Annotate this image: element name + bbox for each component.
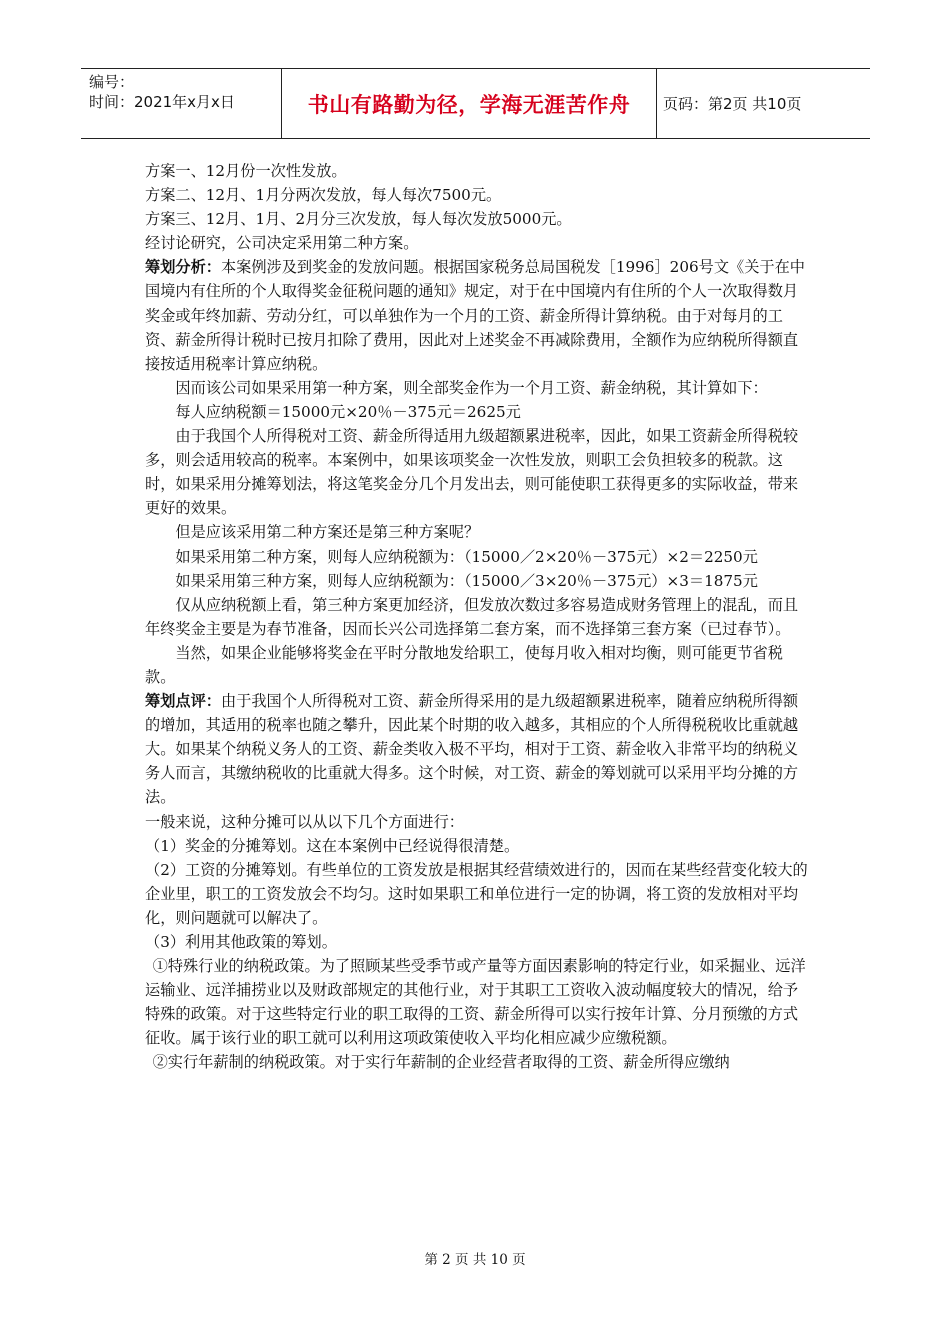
paragraph-analysis [145, 255, 810, 375]
paragraph-decision: 经讨论研究，公司决定采用第二种方案。 [145, 234, 419, 253]
paragraph-question: 但是应该采用第二种方案还是第三种方案呢？ [175, 523, 480, 542]
paragraph-plan-3: 方案三、12月、1月、2月分三次发放，每人每次发放5000元。 [145, 210, 572, 229]
paragraph-suggestion: 当然，如果企业能够将奖金在平时分散地发给职工，使每月收入相对均衡，则可能更节省税款。 [145, 643, 783, 686]
paragraph-plan1-calc-intro: 因而该公司如果采用第一种方案，则全部奖金作为一个月工资、薪金纳税，其计算如下： [175, 378, 768, 397]
time-label: 时间：2021年x月x日 [89, 93, 235, 111]
motto: 书山有路勤为径，学海无涯苦作舟 [307, 92, 631, 117]
header-motto-cell [281, 69, 657, 138]
paragraph-general: 一般来说，这种分摊可以从以下几个方面进行： [145, 812, 464, 831]
page-info: 页码：第2页 共10页 [663, 95, 802, 113]
paragraph-formula-2: 如果采用第二种方案，则每人应纳税额为：（15000／2×20％－375元）×2＝2250元 [175, 547, 758, 566]
paragraph-formula-3: 如果采用第三种方案，则每人应纳税额为：（15000／3×20％－375元）×3＝1875元 [175, 571, 758, 590]
paragraph-rate-explain: 由于我国个人所得税对工资、薪金所得适用九级超额累进税率，因此，如果工资薪金所得税较多，则会适用较高的税率。本案例中，如果该项奖金一次性发放，则职工会负担较多的税款。这时，如果采用分摊筹划法，将这笔奖金分几个月发出去，则可能使职工获得更多的实际收益，带来更好的效果。 [145, 427, 799, 518]
paragraph-formula-1: 每人应纳税额＝15000元×20％－375元＝2625元 [175, 402, 521, 421]
paragraph-item-1: （1）奖金的分摊筹划。这在本案例中已经说得很清楚。 [145, 836, 520, 855]
paragraph-plan-1: 方案一、12月份一次性发放。 [145, 162, 347, 180]
review-text: 由于我国个人所得税对工资、薪金所得采用的是九级超额累进税率，随着应纳税所得额的增加，其适用的税率也随之攀升，因此某个时期的收入越多，其相应的个人所得税税收比重就越大。如果某个纳税义务人的工资、薪金类收入极不平均，相对于工资、薪金收入非常平均的纳税义务人而言，其缴纳税收的比重就大得多。这个时候，对工资、薪金的筹划就可以采用平均分摊的方法。 [145, 692, 799, 807]
analysis-heading: 筹划分析： [145, 258, 221, 277]
number-label: 编号： [89, 73, 135, 91]
footer-page-number: 第 2 页 共 10 页 [424, 1252, 526, 1268]
review-heading: 筹划点评： [145, 692, 221, 711]
page-footer [0, 1248, 950, 1268]
paragraph-special-industry: ①特殊行业的纳税政策。为了照顾某些受季节或产量等方面因素影响的特定行业，如采掘业、远洋运输业、远洋捕捞业以及财政部规定的其他行业，对于其职工工资收入波动幅度较大的情况，给予特殊的政策。对于这些特定行业的职工取得的工资、薪金所得可以实行按年计算、分月预缴的方式征收。属于该行业的职工就可以利用这项政策使收入平均化相应减少应缴税额。 [145, 957, 806, 1048]
page-header [81, 68, 870, 139]
paragraph-comparison: 仅从应纳税额上看，第三种方案更加经济，但发放次数过多容易造成财务管理上的混乱，而且年终奖金主要是为春节准备，因而长兴公司选择第二套方案，而不选择第三套方案（已过春节）。 [145, 595, 799, 638]
paragraph-item-3: （3）利用其他政策的筹划。 [145, 933, 337, 951]
document-body [145, 159, 810, 1075]
paragraph-plan-2: 方案二、12月、1月分两次发放，每人每次7500元。 [145, 186, 502, 205]
paragraph-annual-salary: ②实行年薪制的纳税政策。对于实行年薪制的企业经营者取得的工资、薪金所得应缴纳 [152, 1053, 730, 1072]
analysis-text: 本案例涉及到奖金的发放问题。根据国家税务总局国税发［1996］206号文《关于在中国境内有住所的个人取得奖金征税问题的通知》规定，对于在中国境内有住所的个人一次取得数月奖金或年终加薪、劳动分红，可以单独作为一个月的工资、薪金所得计算纳税。由于对每月的工资、薪金所得计税时已按月扣除了费用，因此对上述奖金不再减除费用，全额作为应纳税所得额直接按适用税率计算应纳税。 [145, 258, 805, 373]
paragraph-item-2: （2）工资的分摊筹划。有些单位的工资发放是根据其经营绩效进行的，因而在某些经营变化较大的企业里，职工的工资发放会不均匀。这时如果职工和单位进行一定的协调，将工资的发放相对平均化，则问题就可以解决了。 [145, 860, 808, 927]
header-meta [81, 69, 281, 138]
header-page-cell [657, 69, 870, 138]
paragraph-review [145, 689, 810, 809]
